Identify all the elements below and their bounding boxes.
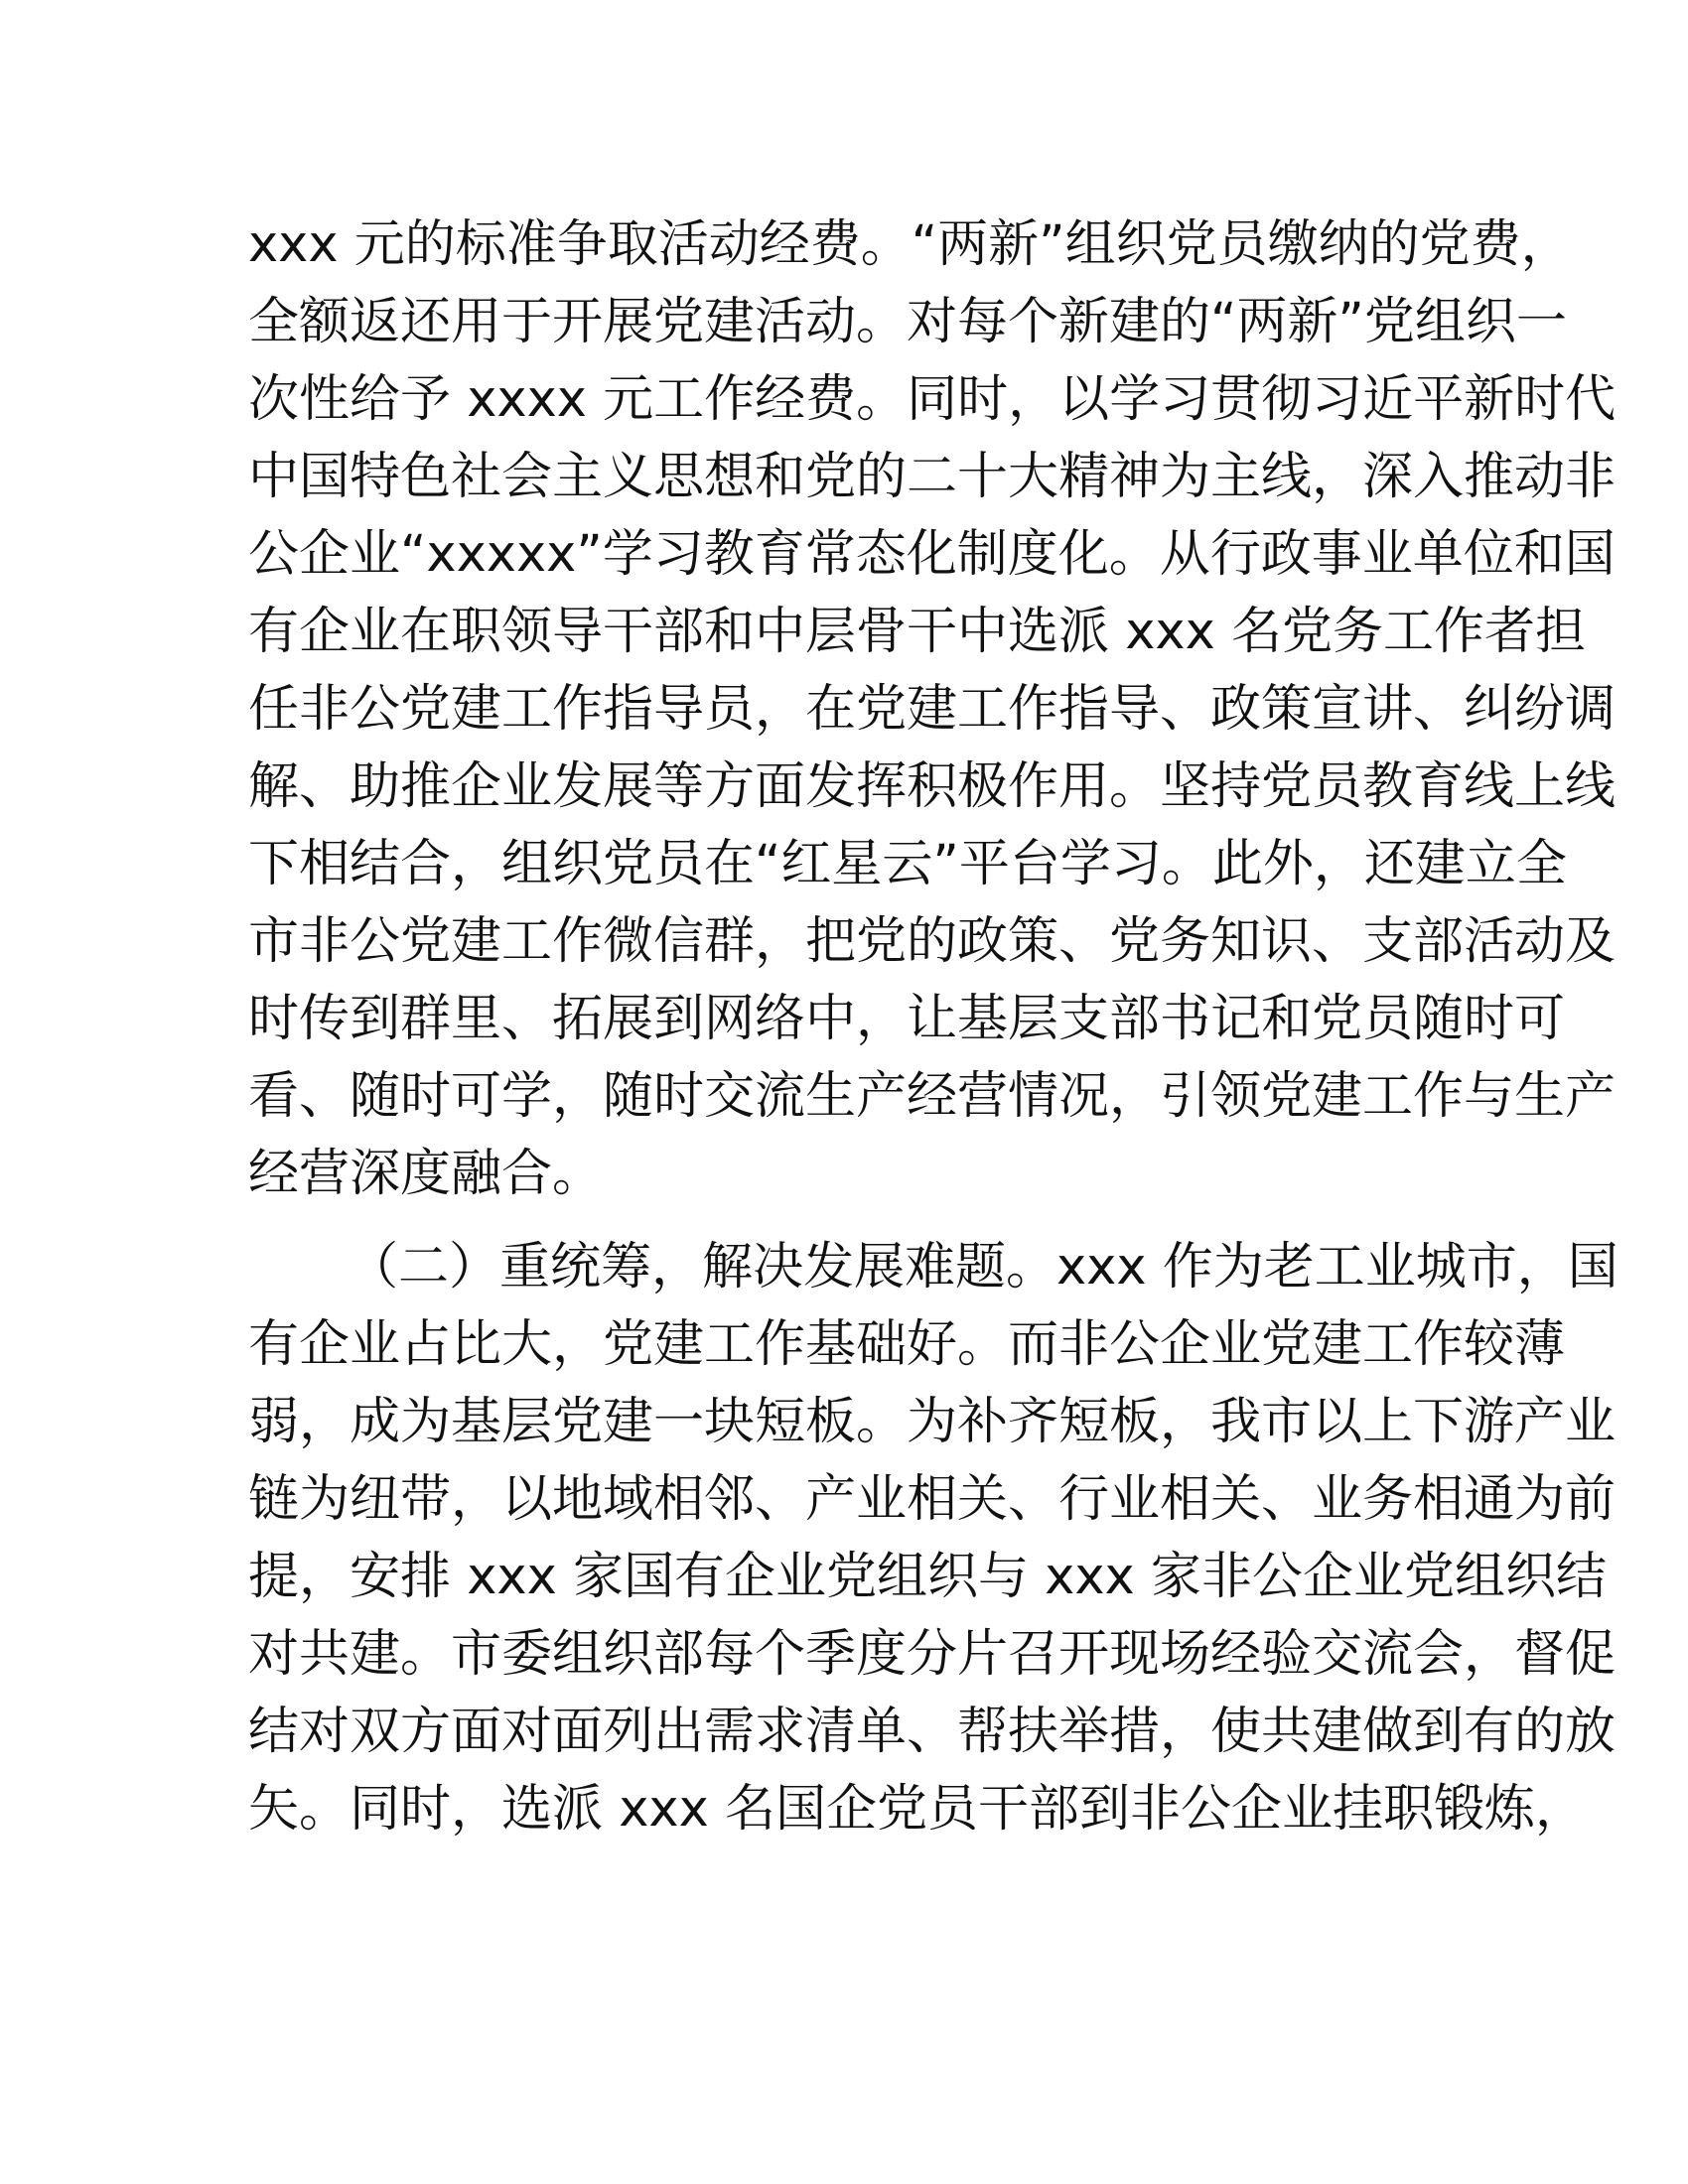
paragraph-line: 经营深度融合。 [248,1145,604,1203]
paragraph-line: 矢。同时，选派 xxx 名国企党员干部到非公企业挂职锻炼， [248,1780,1586,1839]
paragraph-line: 任非公党建工作指导员，在党建工作指导、政策宣讲、纠纷调 [248,680,1617,739]
paragraph-line: xxx 元的标准争取活动经费。“两新”组织党员缴纳的党费， [248,215,1572,274]
paragraph-line: 提，安排 xxx 家国有企业党组织与 xxx 家非公企业党组织结 [248,1548,1607,1606]
paragraph-line: 解、助推企业发展等方面发挥积极作用。坚持党员教育线上线 [248,757,1617,816]
paragraph-line: 市非公党建工作微信群，把党的政策、党务知识、支部活动及 [248,912,1617,971]
paragraph-line: 公企业“xxxxx”学习教育常态化制度化。从行政事业单位和国 [248,525,1616,584]
paragraph-line: 下相结合，组织党员在“红星云”平台学习。此外，还建立全 [248,835,1567,893]
paragraph-line: 弱，成为基层党建一块短板。为补齐短板，我市以上下游产业 [248,1393,1617,1451]
paragraph-line: 有企业在职领导干部和中层骨干中选派 xxx 名党务工作者担 [248,603,1586,661]
paragraph-2 [248,1229,1618,1848]
paragraph-line: 结对双方面对面列出需求清单、帮扶举措，使共建做到有的放 [248,1703,1617,1761]
paragraph-line: 对共建。市委组织部每个季度分片召开现场经验交流会，督促 [248,1625,1617,1684]
paragraph-line: 中国特色社会主义思想和党的二十大精神为主线，深入推动非 [248,448,1617,506]
paragraph-line: 次性给予 xxxx 元工作经费。同时，以学习贯彻习近平新时代 [248,370,1617,429]
paragraph-line: 时传到群里、拓展到网络中，让基层支部书记和党员随时可 [248,990,1566,1048]
paragraph-line: 链为纽带，以地域相邻、产业相关、行业相关、业务相通为前 [248,1470,1617,1529]
paragraph-1 [248,206,1617,1213]
paragraph-line: 有企业占比大，党建工作基础好。而非公企业党建工作较薄 [248,1315,1566,1374]
paragraph-line: （二）重统筹，解决发展难题。xxx 作为老工业城市，国 [348,1238,1618,1297]
paragraph-line: 看、随时可学，随时交流生产经营情况，引领党建工作与生产 [248,1067,1617,1126]
paragraph-line: 全额返还用于开展党建活动。对每个新建的“两新”党组织一 [248,293,1567,351]
